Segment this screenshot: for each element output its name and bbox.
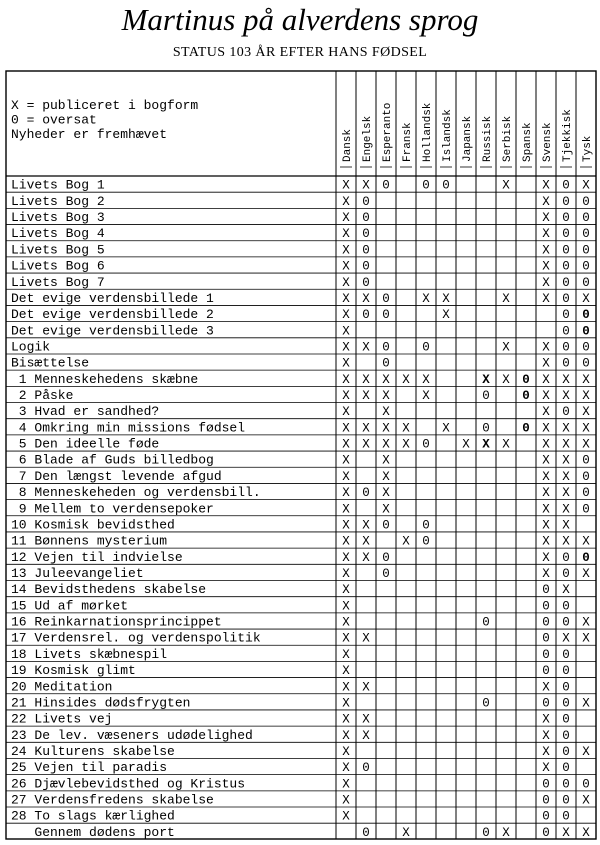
status-mark: X	[442, 291, 450, 306]
status-mark: 0	[542, 615, 550, 630]
status-mark: X	[542, 502, 550, 517]
status-mark: X	[342, 389, 350, 404]
status-mark: X	[582, 421, 590, 436]
language-header: Tysk	[582, 135, 594, 162]
status-mark-new: 0	[522, 389, 530, 404]
status-mark: 0	[582, 259, 590, 274]
row-title: 28 To slags kærlighed	[11, 808, 175, 824]
status-mark: 0	[362, 308, 370, 323]
status-mark: X	[462, 437, 470, 452]
row-title: 15 Ud af mørket	[11, 598, 129, 614]
row-title: Det evige verdensbillede 3	[11, 323, 214, 339]
status-mark: X	[342, 437, 350, 452]
status-mark: 0	[382, 340, 390, 355]
status-mark: X	[582, 405, 590, 420]
status-mark: 0	[382, 567, 390, 581]
status-mark: X	[422, 291, 430, 306]
status-mark: X	[342, 372, 350, 387]
row-title: 11 Bønnens mysterium	[11, 533, 168, 549]
status-mark: 0	[582, 453, 590, 468]
row-title: 2 Påske	[11, 388, 74, 404]
status-mark: 0	[422, 518, 430, 533]
status-mark: X	[342, 712, 350, 727]
status-mark: 0	[562, 696, 570, 711]
status-mark: X	[542, 469, 550, 484]
status-mark: X	[362, 389, 370, 404]
language-header: Islandsk	[442, 109, 454, 162]
status-mark-new: 0	[582, 308, 590, 323]
status-mark: 0	[562, 793, 570, 808]
row-title: 14 Bevidsthedens skabelse	[11, 582, 207, 598]
status-mark: X	[542, 211, 550, 226]
status-mark: 0	[542, 825, 550, 840]
status-mark: X	[342, 647, 350, 662]
status-mark: X	[542, 567, 550, 581]
status-mark: X	[362, 712, 370, 727]
status-mark: X	[582, 696, 590, 711]
row-title: 24 Kulturens skabelse	[11, 743, 175, 759]
status-mark: 0	[382, 518, 390, 533]
row-title: 27 Verdensfredens skabelse	[11, 792, 214, 808]
status-mark: X	[362, 518, 370, 533]
status-mark: X	[422, 389, 430, 404]
status-mark: 0	[362, 275, 370, 290]
row-title: Logik	[11, 339, 51, 355]
row-title: Livets Bog 7	[11, 274, 105, 290]
status-mark: X	[402, 534, 410, 549]
status-mark: 0	[362, 194, 370, 209]
status-mark: 0	[562, 340, 570, 355]
row-title: Livets Bog 3	[11, 210, 105, 226]
row-title: 7 Den længst levende afgud	[11, 468, 222, 484]
status-mark: X	[342, 599, 350, 614]
status-mark: X	[362, 372, 370, 387]
status-mark: 0	[562, 567, 570, 581]
status-mark-new: X	[482, 372, 490, 387]
status-mark: X	[502, 372, 510, 387]
status-mark: X	[342, 340, 350, 355]
status-mark: 0	[562, 599, 570, 614]
status-mark: X	[342, 615, 350, 630]
status-mark: 0	[542, 599, 550, 614]
status-mark: 0	[582, 227, 590, 242]
status-mark: 0	[362, 259, 370, 274]
status-mark: X	[542, 405, 550, 420]
status-mark: X	[582, 372, 590, 387]
status-mark: X	[582, 567, 590, 581]
status-mark: X	[382, 453, 390, 468]
row-title: 5 Den ideelle føde	[11, 436, 160, 452]
language-header: Russisk	[482, 115, 494, 162]
status-mark: 0	[562, 615, 570, 630]
status-mark: X	[342, 308, 350, 323]
status-mark: 0	[362, 486, 370, 501]
status-mark: X	[542, 712, 550, 727]
status-mark: 0	[482, 825, 490, 840]
status-mark: 0	[582, 469, 590, 484]
status-mark: X	[342, 356, 350, 371]
status-mark: X	[342, 486, 350, 501]
row-title: 19 Kosmisk glimt	[11, 663, 136, 679]
status-mark: 0	[482, 389, 490, 404]
language-header: Engelsk	[362, 115, 374, 162]
status-mark: X	[342, 405, 350, 420]
legend-line: X = publiceret i bogform	[11, 98, 199, 113]
status-mark: 0	[482, 696, 490, 711]
status-mark: X	[402, 437, 410, 452]
status-mark: X	[542, 178, 550, 193]
status-mark: 0	[382, 291, 390, 306]
row-title: 8 Menneskeheden og verdensbill.	[11, 485, 261, 501]
status-mark: X	[342, 227, 350, 242]
row-title: Livets Bog 5	[11, 242, 105, 258]
status-mark: X	[502, 291, 510, 306]
status-mark: X	[542, 744, 550, 759]
status-mark: X	[542, 275, 550, 290]
status-mark: X	[542, 194, 550, 209]
status-mark: X	[542, 728, 550, 743]
status-mark: 0	[562, 761, 570, 776]
status-mark: X	[502, 340, 510, 355]
row-title: 23 De lev. væseners udødelighed	[11, 727, 253, 743]
status-mark: 0	[362, 227, 370, 242]
status-mark: 0	[422, 178, 430, 193]
row-title: Livets Bog 2	[11, 193, 105, 209]
status-mark: 0	[562, 550, 570, 565]
status-mark: 0	[582, 777, 590, 792]
status-mark: X	[542, 680, 550, 695]
status-mark: X	[582, 291, 590, 306]
status-mark: X	[342, 744, 350, 759]
status-mark: X	[562, 437, 570, 452]
status-mark: X	[582, 389, 590, 404]
status-mark: X	[362, 178, 370, 193]
status-mark: 0	[382, 178, 390, 193]
status-mark: 0	[582, 502, 590, 517]
status-mark: X	[382, 502, 390, 517]
status-mark: 0	[562, 728, 570, 743]
status-mark: 0	[562, 324, 570, 339]
language-header: Svensk	[542, 122, 554, 162]
status-mark: 0	[562, 308, 570, 323]
status-mark: X	[342, 793, 350, 808]
status-mark: X	[342, 696, 350, 711]
status-mark: X	[542, 291, 550, 306]
status-mark: 0	[542, 664, 550, 679]
status-mark-new: 0	[522, 372, 530, 387]
row-title: 17 Verdensrel. og verdenspolitik	[11, 630, 261, 646]
status-mark: X	[342, 502, 350, 517]
status-mark: X	[542, 421, 550, 436]
status-mark: X	[342, 567, 350, 581]
status-mark: 0	[362, 243, 370, 258]
status-mark: X	[582, 793, 590, 808]
status-mark: 0	[542, 809, 550, 824]
row-title: Det evige verdensbillede 1	[11, 290, 214, 306]
status-mark: 0	[582, 275, 590, 290]
status-mark: X	[382, 486, 390, 501]
status-mark: X	[342, 469, 350, 484]
row-title: 22 Livets vej	[11, 711, 113, 727]
status-mark: X	[342, 259, 350, 274]
language-header: Dansk	[342, 128, 354, 162]
row-title: 13 Juleevangeliet	[11, 566, 144, 581]
row-title: 20 Meditation	[11, 679, 113, 695]
row-title: 3 Hvad er sandhed?	[11, 404, 160, 420]
status-mark: X	[582, 615, 590, 630]
row-title: 25 Vejen til paradis	[11, 760, 168, 776]
status-mark: 0	[562, 809, 570, 824]
row-title: 6 Blade af Guds billedbog	[11, 452, 214, 468]
status-mark: X	[542, 227, 550, 242]
status-mark: X	[342, 275, 350, 290]
status-mark: X	[542, 243, 550, 258]
status-mark: X	[562, 469, 570, 484]
status-mark: X	[542, 372, 550, 387]
status-mark: X	[362, 421, 370, 436]
status-mark: X	[542, 453, 550, 468]
status-mark: X	[582, 744, 590, 759]
row-title: Gennem dødens port	[11, 824, 175, 840]
status-mark: 0	[382, 550, 390, 565]
row-title: 4 Omkring min missions fødsel	[11, 420, 246, 436]
status-mark: 0	[562, 405, 570, 420]
status-mark: X	[342, 583, 350, 598]
status-mark: 0	[362, 825, 370, 840]
status-mark: X	[362, 437, 370, 452]
status-mark-new: X	[482, 437, 490, 452]
legend-line: Nyheder er fremhævet	[11, 127, 168, 142]
status-mark: X	[382, 437, 390, 452]
status-mark: X	[382, 421, 390, 436]
status-mark: 0	[382, 356, 390, 371]
status-mark: X	[542, 437, 550, 452]
language-header: Japansk	[462, 115, 474, 162]
language-header: Esperanto	[382, 102, 394, 162]
status-mark: X	[362, 340, 370, 355]
status-mark: 0	[562, 664, 570, 679]
status-mark: X	[402, 825, 410, 840]
status-mark: 0	[562, 259, 570, 274]
status-mark: X	[562, 583, 570, 598]
status-mark: X	[502, 825, 510, 840]
status-mark: X	[382, 405, 390, 420]
row-title: 18 Livets skæbnespil	[11, 646, 168, 662]
status-mark: X	[422, 372, 430, 387]
status-mark: 0	[422, 437, 430, 452]
status-mark: 0	[542, 793, 550, 808]
status-mark: 0	[562, 647, 570, 662]
status-mark: 0	[582, 243, 590, 258]
status-mark: X	[582, 534, 590, 549]
status-mark: 0	[482, 421, 490, 436]
status-mark: X	[542, 259, 550, 274]
status-mark: X	[442, 421, 450, 436]
status-mark: X	[342, 291, 350, 306]
status-mark: X	[562, 518, 570, 533]
status-mark: 0	[542, 631, 550, 646]
status-mark: 0	[562, 777, 570, 792]
status-mark: X	[342, 680, 350, 695]
status-mark: X	[342, 664, 350, 679]
status-mark: X	[342, 453, 350, 468]
language-header: Tjekkisk	[562, 109, 574, 162]
status-mark: 0	[562, 194, 570, 209]
status-mark: X	[562, 825, 570, 840]
status-mark: X	[362, 550, 370, 565]
status-mark: X	[362, 680, 370, 695]
status-mark: X	[582, 825, 590, 840]
status-mark: X	[562, 389, 570, 404]
language-header: Serbisk	[502, 115, 514, 162]
status-mark: X	[542, 518, 550, 533]
status-mark: X	[542, 761, 550, 776]
status-mark: X	[562, 486, 570, 501]
status-mark: X	[562, 631, 570, 646]
page-title: Martinus på alverdens sprog	[121, 2, 479, 37]
status-mark: 0	[562, 356, 570, 371]
status-mark: X	[342, 243, 350, 258]
status-mark: X	[342, 777, 350, 792]
status-mark-new: 0	[522, 421, 530, 436]
status-mark: X	[542, 356, 550, 371]
status-mark: X	[342, 324, 350, 339]
status-mark: X	[442, 308, 450, 323]
row-title: Bisættelse	[11, 355, 90, 371]
status-mark: 0	[562, 744, 570, 759]
status-mark: X	[382, 469, 390, 484]
status-mark: 0	[562, 227, 570, 242]
status-mark: 0	[542, 583, 550, 598]
status-mark: X	[542, 389, 550, 404]
row-title: 10 Kosmisk bevidsthed	[11, 517, 175, 533]
status-mark: X	[502, 437, 510, 452]
status-mark: X	[542, 486, 550, 501]
status-mark: X	[362, 631, 370, 646]
status-mark: 0	[562, 211, 570, 226]
status-mark: X	[362, 534, 370, 549]
row-title: Livets Bog 4	[11, 226, 105, 242]
status-mark: 0	[482, 615, 490, 630]
row-title: Livets Bog 6	[11, 258, 105, 274]
status-mark: X	[342, 211, 350, 226]
status-mark: 0	[562, 680, 570, 695]
status-mark: 0	[362, 211, 370, 226]
status-mark: 0	[362, 761, 370, 776]
row-title: 12 Vejen til indvielse	[11, 549, 183, 565]
status-mark: X	[542, 340, 550, 355]
row-title: 1 Menneskehedens skæbne	[11, 371, 199, 387]
status-mark: 0	[562, 275, 570, 290]
status-mark: X	[342, 728, 350, 743]
status-mark: X	[382, 389, 390, 404]
page-subtitle: STATUS 103 ÅR EFTER HANS FØDSEL	[172, 45, 428, 60]
status-mark: 0	[582, 486, 590, 501]
status-mark: X	[342, 178, 350, 193]
status-mark-new: 0	[582, 324, 590, 339]
status-mark: X	[342, 518, 350, 533]
status-mark: X	[342, 809, 350, 824]
status-mark: X	[342, 550, 350, 565]
legend-line: 0 = oversat	[11, 112, 97, 128]
status-mark: 0	[422, 340, 430, 355]
row-title: 16 Reinkarnationsprincippet	[11, 614, 222, 630]
row-title: 26 Djævlebevidsthed og Kristus	[11, 776, 246, 792]
status-mark: 0	[562, 243, 570, 258]
status-mark: X	[562, 534, 570, 549]
status-mark: 0	[582, 356, 590, 371]
status-mark: X	[542, 550, 550, 565]
status-mark: 0	[422, 534, 430, 549]
status-mark: X	[342, 194, 350, 209]
status-mark: 0	[382, 308, 390, 323]
row-title: Det evige verdensbillede 2	[11, 307, 214, 323]
status-mark: X	[382, 372, 390, 387]
row-title: Livets Bog 1	[11, 177, 105, 193]
status-mark: X	[402, 372, 410, 387]
status-mark: X	[362, 291, 370, 306]
status-mark: 0	[562, 291, 570, 306]
status-mark: X	[402, 421, 410, 436]
status-mark: 0	[542, 777, 550, 792]
row-title: 9 Mellem to verdensepoker	[11, 501, 214, 517]
status-mark: 0	[442, 178, 450, 193]
status-mark: 0	[582, 194, 590, 209]
row-title: 21 Hinsides dødsfrygten	[11, 695, 191, 711]
status-mark: 0	[562, 178, 570, 193]
status-mark: X	[342, 631, 350, 646]
status-mark: X	[502, 178, 510, 193]
status-mark: X	[582, 178, 590, 193]
status-mark: X	[562, 453, 570, 468]
status-mark: X	[562, 502, 570, 517]
language-header: Spansk	[522, 122, 534, 162]
status-mark: X	[562, 421, 570, 436]
status-mark: X	[562, 372, 570, 387]
status-mark: 0	[542, 647, 550, 662]
status-mark: X	[542, 534, 550, 549]
status-mark: 0	[562, 712, 570, 727]
status-mark: 0	[542, 696, 550, 711]
status-mark: 0	[582, 340, 590, 355]
status-mark: X	[362, 728, 370, 743]
status-mark: X	[582, 631, 590, 646]
status-mark: 0	[582, 211, 590, 226]
status-mark: X	[342, 761, 350, 776]
status-mark: X	[582, 437, 590, 452]
language-header: Fransk	[402, 122, 414, 162]
language-header: Hollandsk	[422, 102, 434, 162]
status-mark: X	[342, 534, 350, 549]
status-mark: X	[342, 421, 350, 436]
status-mark-new: 0	[582, 550, 590, 565]
